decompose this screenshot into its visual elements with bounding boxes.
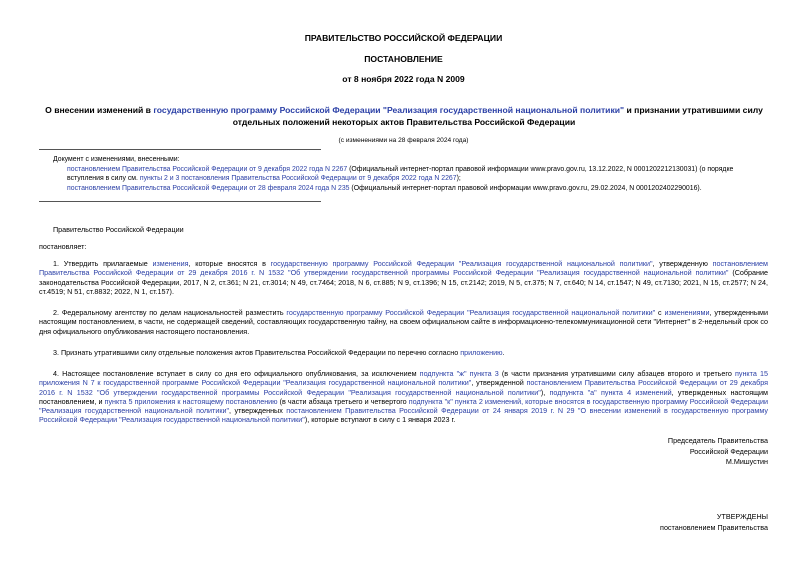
paragraph-3: [39, 348, 768, 357]
edition-note: (с изменениями на 28 февраля 2024 года): [338, 137, 469, 144]
heading-program-link[interactable]: государственную программу Российской Федерации "Реализация государственной национальной политики": [153, 105, 625, 115]
approved-label: УТВЕРЖДЕНЫ: [716, 512, 768, 521]
document-type: ПОСТАНОВЛЕНИЕ: [364, 54, 443, 64]
amendment-item-2: [53, 184, 768, 194]
p4-text-a: 4. Настоящее постановление вступает в силу со дня его официального опубликования, за исключением: [53, 369, 420, 378]
p4-text-f: (в части абзаца третьего и четвертого: [277, 396, 409, 406]
resolves-label: постановляет:: [39, 242, 87, 251]
p4-text-c: , утвержденной: [471, 378, 527, 388]
p4-link-subpoint-a[interactable]: подпункта "а" пункта 4 изменений: [549, 387, 672, 397]
amendment-link-1[interactable]: постановлением Правительства Российской Федерации от 9 декабря 2022 года N 2267: [67, 165, 348, 173]
p1-text-c: , утвержденную: [652, 259, 713, 268]
document-date-number: от 8 ноября 2022 года N 2009: [342, 74, 465, 84]
approved-by: постановлением Правительства: [660, 522, 768, 532]
amendment-end-1: );: [456, 175, 461, 182]
signature-position: Председатель Правительства: [667, 436, 768, 445]
approved-block: [660, 512, 768, 533]
heading-text-2: и признании утратившими силу отдельных положений некоторых актов Правительства Российской Федерации: [232, 105, 763, 127]
p2-text-b: с: [655, 308, 665, 317]
p1-link-changes[interactable]: изменения: [152, 259, 189, 268]
amendments-intro: Документ с изменениями, внесенными:: [53, 156, 180, 163]
p4-text-d: ),: [540, 387, 550, 397]
divider-top: [39, 149, 321, 150]
p3-text-a: 3. Признать утратившими силу отдельные положения актов Правительства Российской Федерации по перечню согласно: [53, 348, 461, 357]
p4-link-subpoint-zh[interactable]: подпункта "ж" пункта 3: [419, 369, 499, 378]
document-heading: [40, 105, 768, 128]
p4-text-b: (в части признания утратившими силу абзацев второго и третьего: [498, 369, 735, 378]
signature-country: Российской Федерации: [689, 446, 768, 456]
amendment-text-2: (Официальный интернет-портал правовой информации www.pravo.gov.ru, 29.02.2024, N 0001202402290016).: [349, 184, 702, 192]
p2-text-a: 2. Федеральному агентству по делам национальностей разместить: [53, 308, 287, 317]
amendment-item-1: [53, 165, 768, 184]
amendment-text-1: (Официальный интернет-портал правовой информации www.pravo.gov.ru, 13.12.2022, N 0001202212130031) (о порядке вступления в силу см.: [67, 165, 734, 182]
p3-link-appendix[interactable]: приложению: [460, 348, 503, 357]
p1-text-d: (Собрание законодательства Российской Федерации, 2017, N 2, ст.361; N 21, ст.3014; N 49, ст.7464; 2018, N 6, ст.885; N 9, ст.1396; N 15, ст.2142; 2019, N 5, ст.375; N 7, ст.640; N 14, ст.1547; N 49, ст.7130; 2021, N 15, ст.2577; N 24, ст.4519; N 51, ст.8832; 2022, N 1, ст.157).: [39, 268, 769, 296]
paragraph-2: [39, 308, 768, 336]
government-label: Правительство Российской Федерации: [53, 225, 184, 234]
p2-text-c: , утвержденными настоящим постановлением, в части, не содержащей сведений, составляющих государственную тайну, на своем официальном сайте в информационно-телекоммуникационной сети "Интернет" в 2-недельный срок со дня официального опубликования настоящего постановления.: [39, 308, 769, 336]
p1-text-b: , которые вносятся в: [188, 259, 271, 268]
p2-link-changes[interactable]: изменениями: [664, 308, 710, 317]
p1-link-program[interactable]: государственную программу Российской Федерации "Реализация государственной национальной политики": [270, 259, 653, 268]
p1-link-resolution[interactable]: постановлением Правительства Российской Федерации от 29 декабря 2016 г. N 1532 "Об утверждении государственной программы Российской Федерации "Реализация государственной национальной политики": [39, 259, 768, 278]
p4-text-g: , утвержденных: [229, 406, 287, 416]
paragraph-1: [39, 259, 768, 296]
p4-link-resolution-1532[interactable]: постановлением Правительства Российской Федерации от 29 декабря 2016 г. N 1532 "Об утверждении государственной программы Российской Федерации "Реализация государственной национальной политики": [39, 378, 769, 397]
authority-title: ПРАВИТЕЛЬСТВО РОССИЙСКОЙ ФЕДЕРАЦИИ: [304, 33, 503, 43]
amendment-link-2[interactable]: постановлением Правительства Российской Федерации от 28 февраля 2024 года N 235: [67, 184, 350, 192]
divider-bottom: [39, 201, 321, 202]
p4-text-h: ), которые вступают в силу с 1 января 2023 г.: [304, 415, 456, 425]
p2-link-program[interactable]: государственную программу Российской Федерации "Реализация государственной национальной политики": [286, 308, 656, 317]
p4-link-resolution-29[interactable]: постановлением Правительства Российской Федерации от 24 января 2019 г. N 29 "О внесении изменений в государственную программу Российской Федерации "Реализация государственной национальной политики": [39, 406, 768, 425]
p4-link-point-5[interactable]: пункта 5 приложения к настоящему постановлению: [104, 396, 278, 406]
heading-text-1: О внесении изменений в: [45, 105, 154, 115]
signature-block: [668, 436, 768, 468]
amendment-link-1b[interactable]: пункты 2 и 3 постановления Правительства Российской Федерации от 9 декабря 2022 года N 2267: [139, 175, 457, 182]
amendments-info: [53, 155, 768, 193]
p4-link-point-15[interactable]: пункта 15 приложения N 7 к государственной программе Российской Федерации "Реализация государственной национальной политики": [39, 369, 768, 388]
p4-link-subpoint-k[interactable]: подпункта "к" пункта 2 изменений, которые вносятся в государственную программу Российской Федерации "Реализация государственной национальной политики": [39, 396, 768, 416]
p4-text-e: , утвержденных настоящим постановлением, и: [39, 387, 768, 406]
paragraph-4: [39, 369, 768, 425]
signature-name: М.Мишустин: [725, 457, 768, 467]
p3-text-b: .: [502, 348, 505, 357]
p1-text-a: 1. Утвердить прилагаемые: [53, 259, 153, 268]
